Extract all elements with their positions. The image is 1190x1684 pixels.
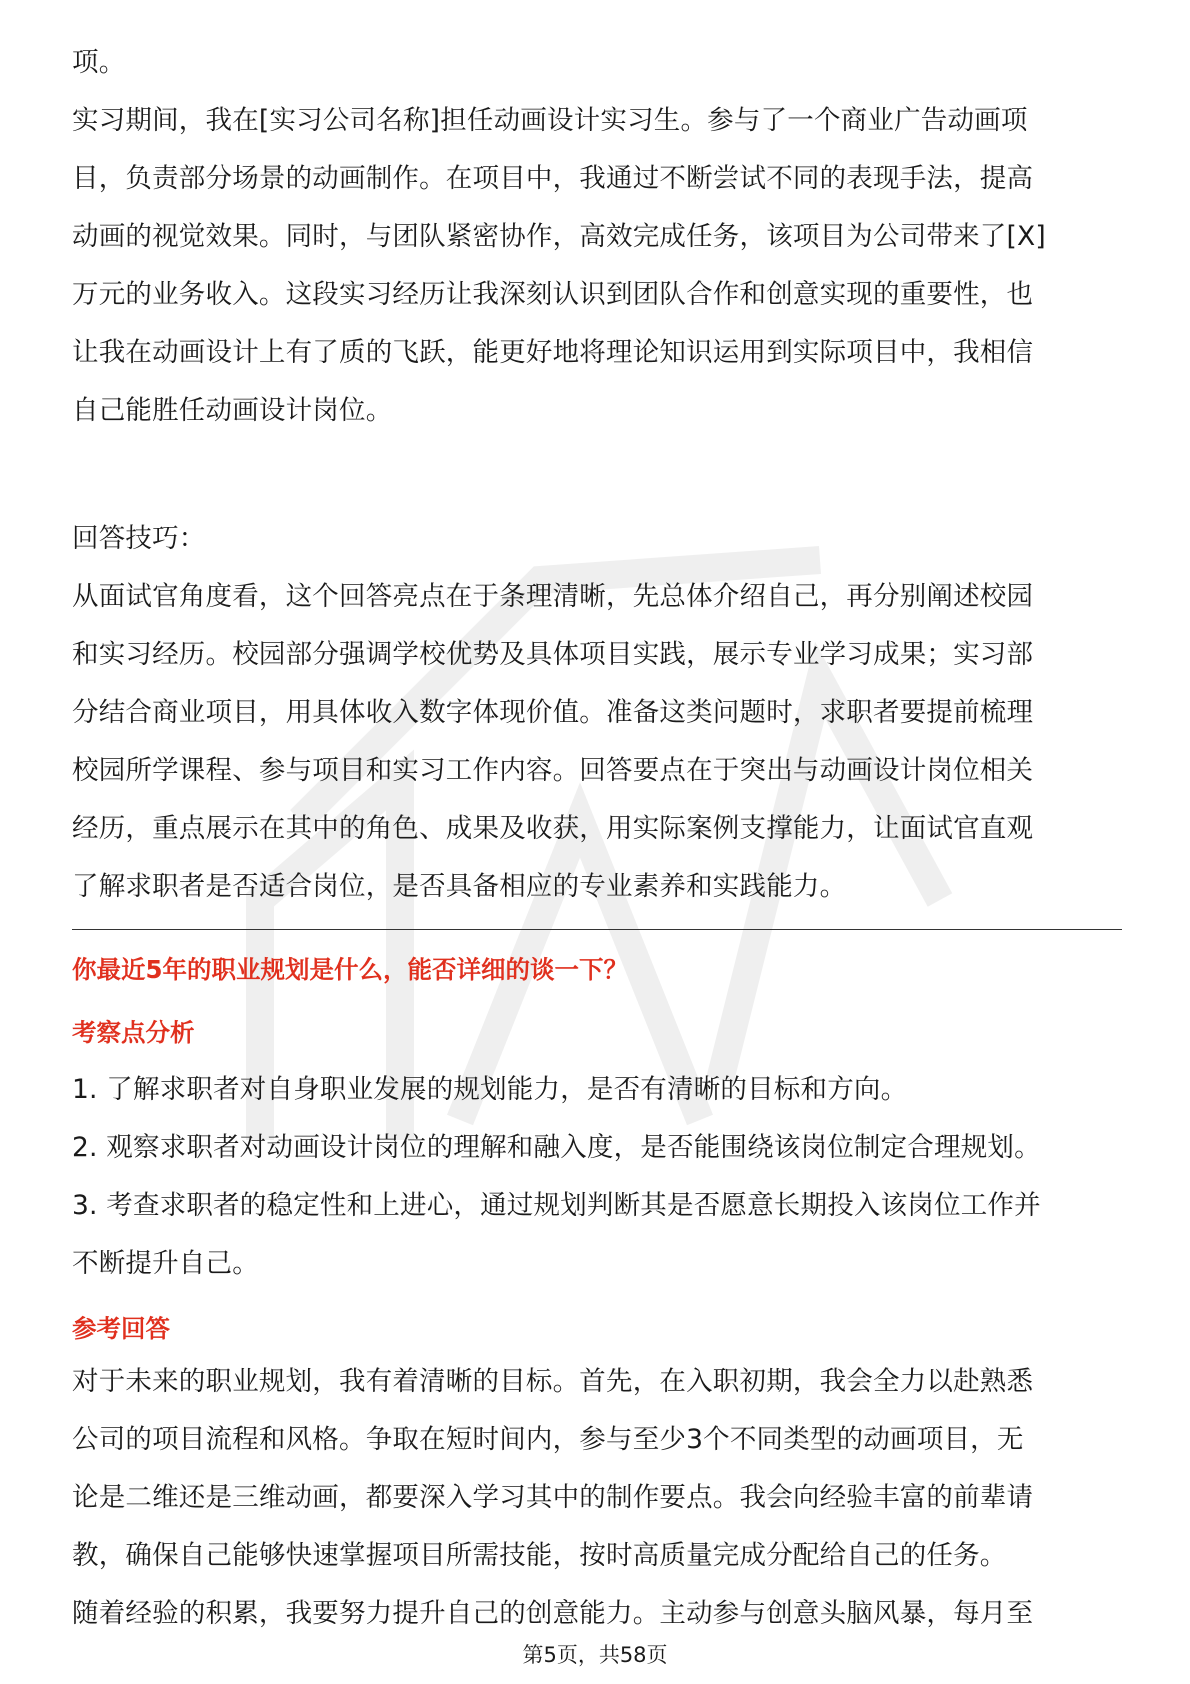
answer-line: 论是二维还是三维动画，都要深入学习其中的制作要点。我会向经验丰富的前辈请 bbox=[72, 1482, 1034, 1513]
tips-line: 和实习经历。校园部分强调学校优势及具体项目实践，展示专业学习成果；实习部 bbox=[72, 639, 1034, 670]
analysis-section bbox=[72, 1013, 1122, 1293]
tips-line: 了解求职者是否适合岗位，是否具备相应的专业素养和实践能力。 bbox=[72, 871, 847, 902]
tips-heading: 回答技巧： bbox=[72, 523, 206, 554]
tips-line: 校园所学课程、参与项目和实习工作内容。回答要点在于突出与动画设计岗位相关 bbox=[72, 755, 1034, 786]
tips-line: 经历，重点展示在其中的角色、成果及收获，用实际案例支撑能力，让面试官直观 bbox=[72, 813, 1034, 844]
analysis-line: 1. 了解求职者对自身职业发展的规划能力，是否有清晰的目标和方向。 bbox=[72, 1074, 908, 1105]
analysis-line: 2. 观察求职者对动画设计岗位的理解和融入度，是否能围绕该岗位制定合理规划。 bbox=[72, 1132, 1041, 1163]
paragraph-line: 让我在动画设计上有了质的飞跃，能更好地将理论知识运用到实际项目中，我相信 bbox=[72, 337, 1034, 368]
page-footer: 第5页，共58页 bbox=[522, 1643, 668, 1667]
question-title: 你最近5年的职业规划是什么，能否详细的谈一下？ bbox=[72, 955, 629, 984]
tips-line: 分结合商业项目，用具体收入数字体现价值。准备这类问题时，求职者要提前梳理 bbox=[72, 697, 1034, 728]
top-section bbox=[72, 34, 1122, 916]
tips-line: 从面试官角度看，这个回答亮点在于条理清晰，先总体介绍自己，再分别阐述校园 bbox=[72, 581, 1034, 612]
analysis-label: 考察点分析 bbox=[72, 1018, 195, 1047]
answer-label: 参考回答 bbox=[72, 1314, 170, 1343]
section-divider bbox=[72, 929, 1122, 930]
paragraph-line: 动画的视觉效果。同时，与团队紧密协作，高效完成任务，该项目为公司带来了[X] bbox=[72, 221, 1046, 252]
analysis-line: 3. 考查求职者的稳定性和上进心，通过规划判断其是否愿意长期投入该岗位工作并 bbox=[72, 1190, 1041, 1221]
answer-line: 对于未来的职业规划，我有着清晰的目标。首先，在入职初期，我会全力以赴熟悉 bbox=[72, 1366, 1034, 1397]
paragraph-line: 万元的业务收入。这段实习经历让我深刻认识到团队合作和创意实现的重要性，也 bbox=[72, 279, 1034, 310]
paragraph-line: 项。 bbox=[72, 47, 126, 78]
answer-section bbox=[72, 1309, 1122, 1643]
analysis-line: 不断提升自己。 bbox=[72, 1248, 259, 1279]
paragraph-line: 实习期间，我在[实习公司名称]担任动画设计实习生。参与了一个商业广告动画项 bbox=[72, 105, 1028, 136]
answer-line: 公司的项目流程和风格。争取在短时间内，参与至少3个不同类型的动画项目，无 bbox=[72, 1424, 1024, 1455]
answer-line: 随着经验的积累，我要努力提升自己的创意能力。主动参与创意头脑风暴，每月至 bbox=[72, 1598, 1034, 1629]
paragraph-line: 自己能胜任动画设计岗位。 bbox=[72, 395, 393, 426]
answer-line: 教，确保自己能够快速掌握项目所需技能，按时高质量完成分配给自己的任务。 bbox=[72, 1540, 1007, 1571]
paragraph-line: 目，负责部分场景的动画制作。在项目中，我通过不断尝试不同的表现手法，提高 bbox=[72, 163, 1034, 194]
